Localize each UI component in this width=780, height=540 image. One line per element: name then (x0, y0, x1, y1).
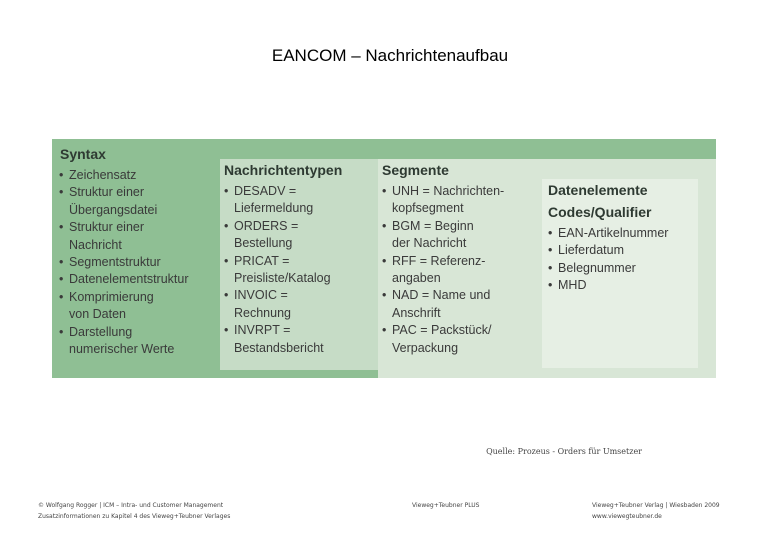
list-item (382, 183, 542, 218)
list-item-text: Belegnummer (558, 260, 636, 275)
footer-left-line1: © Wolfgang Rogger | ICM – Intra- und Customer Management (38, 502, 224, 509)
bullet-icon: • (59, 255, 64, 270)
datenelemente-heading: Datenelemente (548, 182, 648, 198)
list-item-text: Bestandsbericht (234, 340, 324, 355)
bullet-icon: • (224, 218, 229, 233)
bullet-icon: • (224, 253, 229, 268)
list-item-text: der Nachricht (392, 236, 467, 251)
bullet-icon: • (382, 218, 387, 233)
list-item (548, 242, 696, 259)
list-item-text: Nachricht (69, 237, 122, 252)
codes-qualifier-heading: Codes/Qualifier (548, 204, 652, 220)
list-item-text: PRICAT = (234, 253, 290, 268)
bullet-icon: • (548, 226, 553, 240)
list-item-text: Komprimierung (69, 289, 154, 304)
list-item-text: Übergangsdatei (69, 202, 158, 217)
list-item-text: Struktur einer (69, 185, 145, 200)
list-item-text: MHD (558, 278, 587, 293)
list-item-text: kopfsegment (392, 201, 464, 216)
list-item (224, 218, 376, 253)
nachrichtentypen-heading: Nachrichtentypen (224, 162, 343, 178)
bullet-icon: • (224, 184, 229, 198)
list-item-text: Segmentstruktur (69, 255, 161, 270)
list-item-text: NAD = Name und (392, 288, 491, 303)
syntax-heading: Syntax (60, 146, 106, 162)
list-item (59, 289, 219, 324)
list-item (224, 183, 376, 218)
list-item-text: numerischer Werte (69, 342, 175, 357)
list-item-text: Darstellung (69, 324, 133, 339)
list-item-text: INVOIC = (234, 288, 288, 303)
list-item-text: Zeichensatz (69, 168, 137, 182)
list-item (59, 254, 219, 271)
bullet-icon: • (224, 288, 229, 303)
nachrichtentypen-column (220, 159, 378, 370)
datenelemente-list (548, 225, 696, 295)
list-item-text: DESADV = (234, 184, 297, 198)
bullet-icon: • (548, 260, 553, 275)
list-item (224, 253, 376, 288)
list-item (382, 218, 542, 253)
bullet-icon: • (59, 272, 64, 287)
list-item (548, 260, 696, 277)
list-item-text: Liefermeldung (234, 201, 314, 216)
bullet-icon: • (382, 253, 387, 268)
list-item (59, 219, 219, 254)
segmente-heading: Segmente (382, 162, 449, 178)
list-item-text: Verpackung (392, 340, 459, 355)
footer-center: Vieweg+Teubner PLUS (412, 502, 480, 509)
list-item-text: Preisliste/Katalog (234, 271, 331, 286)
source-note: Quelle: Prozeus - Orders für Umsetzer (486, 447, 642, 456)
bullet-icon: • (382, 288, 387, 303)
bullet-icon: • (59, 324, 64, 339)
bullet-icon: • (59, 185, 64, 200)
list-item-text: Bestellung (234, 236, 293, 251)
list-item-text: PAC = Packstück/ (392, 323, 492, 338)
list-item (59, 324, 219, 359)
bullet-icon: • (59, 220, 64, 235)
list-item-text: EAN-Artikelnummer (558, 226, 669, 240)
list-item (224, 287, 376, 322)
list-item (224, 322, 376, 357)
bullet-icon: • (59, 289, 64, 304)
footer-right-line2: www.viewegteubner.de (592, 513, 662, 520)
segmente-list (382, 183, 542, 357)
bullet-icon: • (224, 323, 229, 338)
list-item-text: ORDERS = (234, 218, 299, 233)
footer-left-line2: Zusatzinformationen zu Kapitel 4 des Vieweg+Teubner Verlages (38, 513, 231, 520)
datenelemente-column (542, 179, 698, 368)
list-item-text: UNH = Nachrichten- (392, 184, 505, 198)
syntax-list (59, 167, 219, 358)
footer-right-line1: Vieweg+Teubner Verlag | Wiesbaden 2009 (592, 502, 720, 509)
list-item-text: Lieferdatum (558, 243, 625, 258)
list-item (548, 277, 696, 294)
list-item-text: Rechnung (234, 305, 291, 320)
syntax-column (52, 139, 220, 378)
bullet-icon: • (548, 278, 553, 293)
list-item (382, 253, 542, 288)
bullet-icon: • (59, 168, 64, 182)
list-item (548, 225, 696, 242)
bullet-icon: • (548, 243, 553, 258)
bullet-icon: • (382, 184, 387, 198)
list-item (59, 271, 219, 288)
bullet-icon: • (382, 323, 387, 338)
nachrichtentypen-list (224, 183, 376, 357)
page-title: EANCOM – Nachrichtenaufbau (271, 46, 509, 65)
list-item-text: Datenelementstruktur (69, 272, 189, 287)
eancom-diagram (52, 139, 716, 378)
list-item (59, 184, 219, 219)
list-item-text: Struktur einer (69, 220, 145, 235)
list-item-text: angaben (392, 271, 441, 286)
list-item (59, 167, 219, 184)
list-item-text: Anschrift (392, 305, 441, 320)
list-item (382, 322, 542, 357)
list-item-text: von Daten (69, 307, 126, 322)
list-item (382, 287, 542, 322)
list-item-text: INVRPT = (234, 323, 291, 338)
list-item-text: RFF = Referenz- (392, 253, 486, 268)
list-item-text: BGM = Beginn (392, 218, 474, 233)
